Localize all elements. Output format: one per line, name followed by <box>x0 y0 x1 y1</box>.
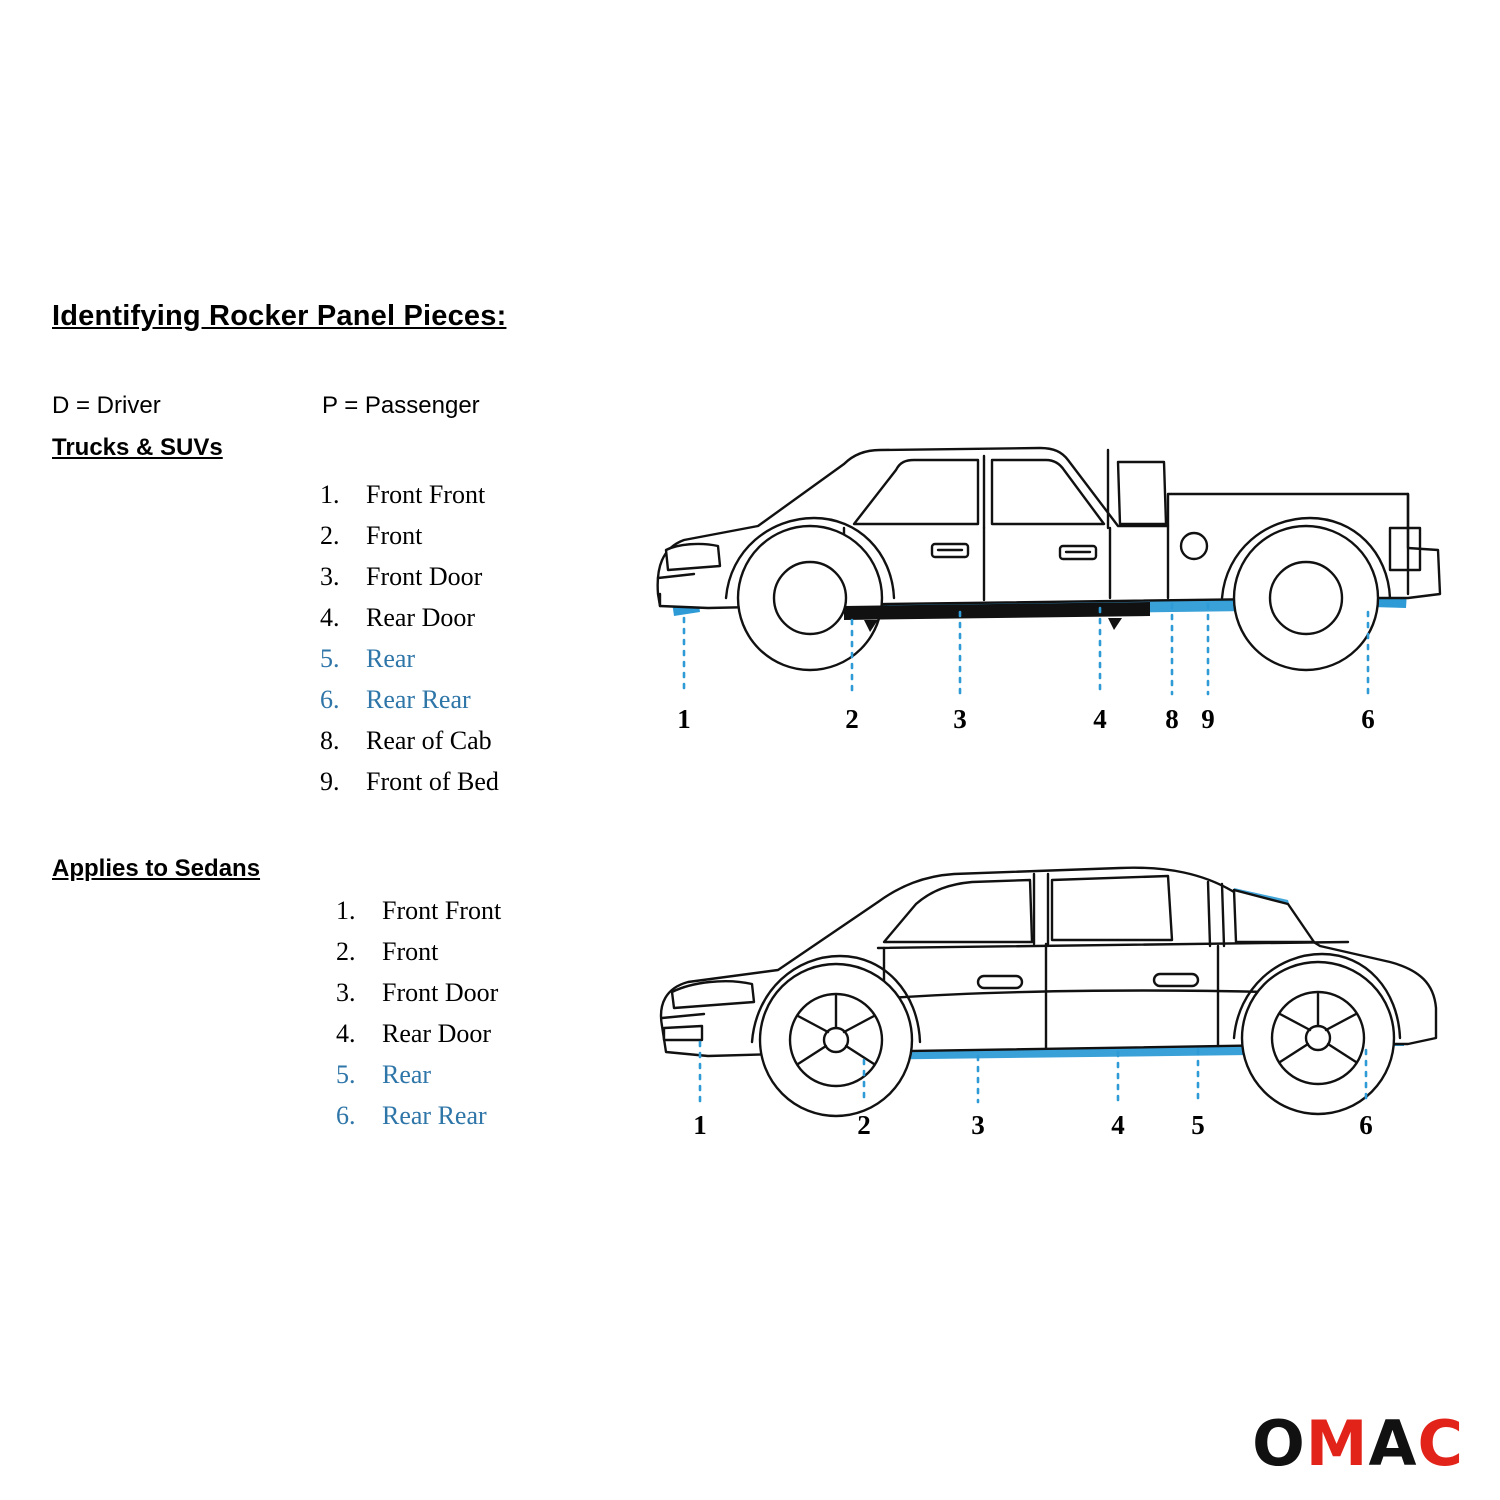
list-item <box>336 1054 501 1095</box>
list-item-number: 6. <box>320 685 340 714</box>
page-title: Identifying Rocker Panel Pieces: <box>52 300 507 332</box>
list-item-label: Rear Door <box>382 1019 492 1048</box>
list-item <box>320 761 499 802</box>
list-item <box>320 515 499 556</box>
list-item-number: 4. <box>336 1019 356 1048</box>
callout-4: 4 <box>1111 1110 1125 1140</box>
callout-8: 8 <box>1165 704 1179 734</box>
truck-parts-list <box>320 474 499 802</box>
list-item-label: Rear <box>382 1060 432 1089</box>
legend-driver: D = Driver <box>52 392 161 419</box>
list-item-label: Rear Rear <box>366 685 471 714</box>
callout-6: 6 <box>1361 704 1375 734</box>
list-item-label: Rear Door <box>366 603 476 632</box>
list-item <box>320 679 499 720</box>
logo-letter-m: M <box>1305 1407 1369 1480</box>
list-item-number: 3. <box>320 562 340 591</box>
callout-6: 6 <box>1359 1110 1373 1140</box>
list-item <box>320 556 499 597</box>
list-item <box>336 890 501 931</box>
list-item-number: 1. <box>336 896 356 925</box>
list-item <box>336 1013 501 1054</box>
sedan-diagram <box>648 812 1448 1162</box>
omac-logo <box>1252 1407 1464 1480</box>
list-item-label: Rear of Cab <box>366 726 492 755</box>
callout-1: 1 <box>677 704 691 734</box>
legend-passenger: P = Passenger <box>322 392 480 419</box>
list-item-number: 2. <box>320 521 340 550</box>
list-item-label: Front Front <box>366 480 486 509</box>
list-item-label: Front Door <box>366 562 483 591</box>
list-item <box>320 720 499 761</box>
list-item <box>336 972 501 1013</box>
callout-2: 2 <box>857 1110 871 1140</box>
callout-3: 3 <box>971 1110 985 1140</box>
list-item-number: 5. <box>336 1060 356 1089</box>
list-item <box>336 931 501 972</box>
callout-1: 1 <box>693 1110 707 1140</box>
list-item-number: 3. <box>336 978 356 1007</box>
callout-4: 4 <box>1093 704 1107 734</box>
list-item <box>336 1095 501 1136</box>
sedan-parts-list <box>336 890 501 1136</box>
list-item-label: Front of Bed <box>366 767 499 796</box>
callout-3: 3 <box>953 704 967 734</box>
list-item-number: 1. <box>320 480 340 509</box>
list-item-label: Front Door <box>382 978 499 1007</box>
list-item-label: Rear <box>366 644 416 673</box>
list-item-number: 6. <box>336 1101 356 1130</box>
list-item-number: 5. <box>320 644 340 673</box>
truck-diagram <box>648 398 1448 758</box>
callout-9: 9 <box>1201 704 1215 734</box>
list-item-number: 2. <box>336 937 356 966</box>
section-heading-sedans: Applies to Sedans <box>52 855 261 882</box>
logo-letter-o: O <box>1252 1407 1306 1480</box>
list-item <box>320 474 499 515</box>
logo-letter-c: C <box>1417 1407 1464 1480</box>
callout-5: 5 <box>1191 1110 1205 1140</box>
list-item-number: 4. <box>320 603 340 632</box>
list-item <box>320 597 499 638</box>
truck-callout-numbers <box>648 398 1448 758</box>
legend <box>52 392 480 420</box>
list-item-number: 8. <box>320 726 340 755</box>
list-item <box>320 638 499 679</box>
list-item-number: 9. <box>320 767 340 796</box>
logo-letter-a: A <box>1368 1407 1418 1480</box>
list-item-label: Rear Rear <box>382 1101 487 1130</box>
sedan-callout-numbers <box>648 812 1448 1162</box>
section-heading-trucks: Trucks & SUVs <box>52 434 223 461</box>
callout-2: 2 <box>845 704 859 734</box>
list-item-label: Front Front <box>382 896 502 925</box>
list-item-label: Front <box>366 521 423 550</box>
list-item-label: Front <box>382 937 439 966</box>
